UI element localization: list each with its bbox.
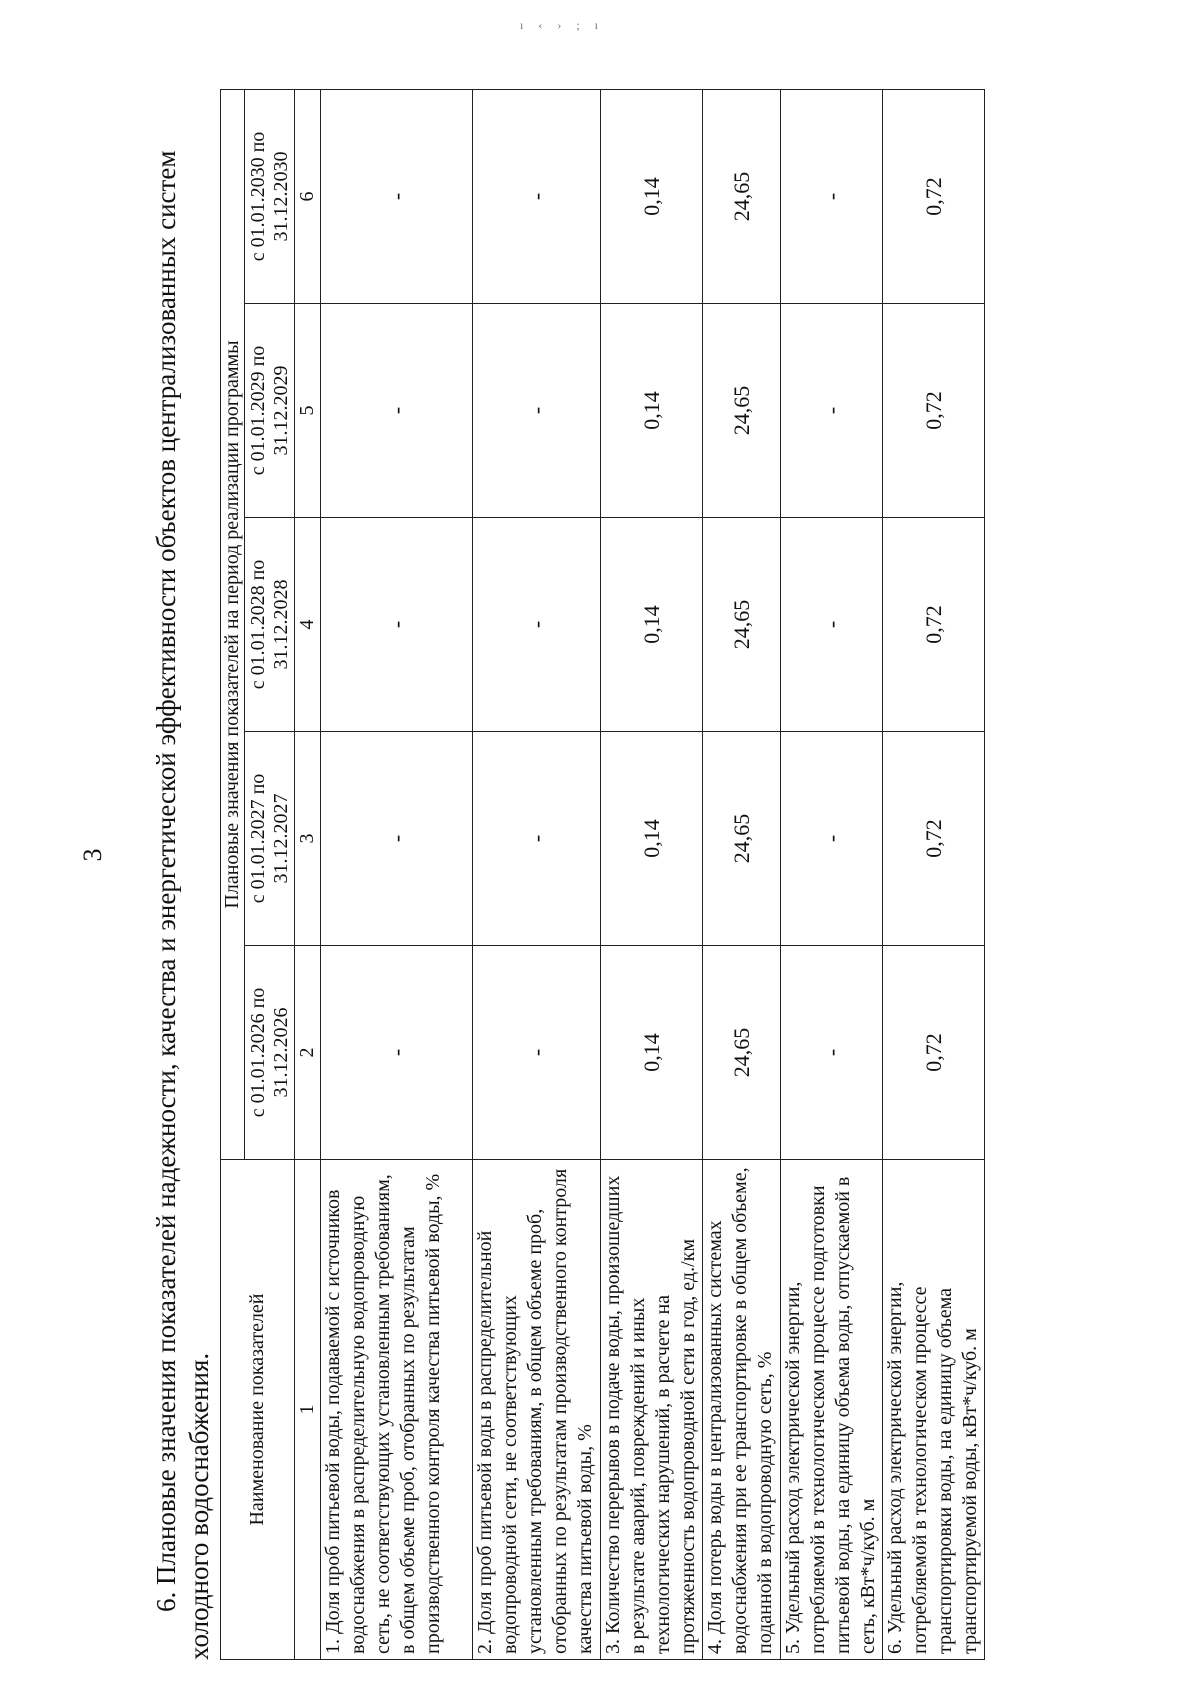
group-header: Плановые значения показателей на период реализации программы (221, 89, 245, 1159)
column-number: 3 (295, 732, 321, 946)
indicator-value: - (321, 946, 473, 1160)
indicator-value: 0,72 (883, 304, 985, 518)
indicator-value: 0,72 (883, 518, 985, 732)
indicator-name: 2. Доля проб питьевой воды в распределительной водопроводной сети, не соответствующих установленным требованиям, в общем объеме проб, отобранных по результатам производственного контроля качества питьевой воды, % (473, 1160, 601, 1660)
indicator-value: - (781, 518, 883, 732)
indicator-value: - (781, 89, 883, 303)
indicator-name: 1. Доля проб питьевой воды, подаваемой с источников водоснабжения в распределительную водопроводную сеть, не соответствующих установленным требованиям, в общем объеме проб, отобранных по результатам производственного контроля качества питьевой воды, % (321, 1160, 473, 1660)
indicator-value: - (321, 732, 473, 946)
period-header: с 01.01.2029 по 31.12.2029 (245, 304, 295, 518)
indicator-value: - (321, 518, 473, 732)
indicator-name: 3. Количество перерывов в подаче воды, произошедших в результате аварий, повреждений и иных технологических нарушений, в расчете на протяженность водопроводной сети в год, ед./км (601, 1160, 703, 1660)
scan-marks: ı ‹ › ; ı (520, 18, 604, 32)
indicator-value: - (781, 304, 883, 518)
rotated-content (150, 50, 1090, 1660)
indicator-value: - (473, 946, 601, 1160)
indicators-table (220, 89, 985, 1660)
period-header: с 01.01.2030 по 31.12.2030 (245, 89, 295, 303)
indicator-value: 24,65 (703, 89, 781, 303)
indicator-value: 24,65 (703, 518, 781, 732)
name-column-header: Наименование показателей (221, 1160, 295, 1660)
period-header: с 01.01.2027 по 31.12.2027 (245, 732, 295, 946)
table-row (781, 89, 883, 1659)
indicator-value: 24,65 (703, 732, 781, 946)
indicator-value: - (473, 518, 601, 732)
table-row (703, 89, 781, 1659)
indicator-value: 0,14 (601, 946, 703, 1160)
indicator-value: 0,72 (883, 946, 985, 1160)
indicator-name: 4. Доля потерь воды в централизованных системах водоснабжения при ее транспортировке в общем объеме, поданной в водопроводную сеть, % (703, 1160, 781, 1660)
table-row (883, 89, 985, 1659)
indicator-value: 0,14 (601, 518, 703, 732)
indicator-value: - (321, 304, 473, 518)
table-row (321, 89, 473, 1659)
indicator-name: 6. Удельный расход электрической энергии, потребляемой в технологическом процессе транспортировки воды, на единицу объема транспортируемой воды, кВт*ч/куб. м (883, 1160, 985, 1660)
table-row (473, 89, 601, 1659)
indicator-value: 0,14 (601, 304, 703, 518)
period-header: с 01.01.2028 по 31.12.2028 (245, 518, 295, 732)
indicator-value: 0,72 (883, 732, 985, 946)
indicator-value: 24,65 (703, 304, 781, 518)
column-number: 5 (295, 304, 321, 518)
indicator-value: - (781, 732, 883, 946)
indicator-value: 0,14 (601, 732, 703, 946)
indicator-name: 5. Удельный расход электрической энергии, потребляемой в технологическом процессе подготовки питьевой воды, на единицу объема воды, отпускаемой в сеть, кВт*ч/куб. м (781, 1160, 883, 1660)
column-number: 6 (295, 89, 321, 303)
indicator-value: - (321, 89, 473, 303)
page-number: 3 (78, 848, 107, 862)
indicator-value: 0,14 (601, 89, 703, 303)
indicator-value: - (473, 732, 601, 946)
column-number: 4 (295, 518, 321, 732)
column-number: 2 (295, 946, 321, 1160)
indicator-value: - (473, 89, 601, 303)
section-heading: 6. Плановые значения показателей надежности, качества и энергетической эффективности объектов централизованных систем холодного водоснабжения. (151, 150, 214, 1660)
indicator-value: - (473, 304, 601, 518)
period-header: с 01.01.2026 по 31.12.2026 (245, 946, 295, 1160)
indicator-value: 0,72 (883, 89, 985, 303)
indicator-value: - (781, 946, 883, 1160)
column-number: 1 (295, 1160, 321, 1660)
table-row (601, 89, 703, 1659)
indicator-value: 24,65 (703, 946, 781, 1160)
